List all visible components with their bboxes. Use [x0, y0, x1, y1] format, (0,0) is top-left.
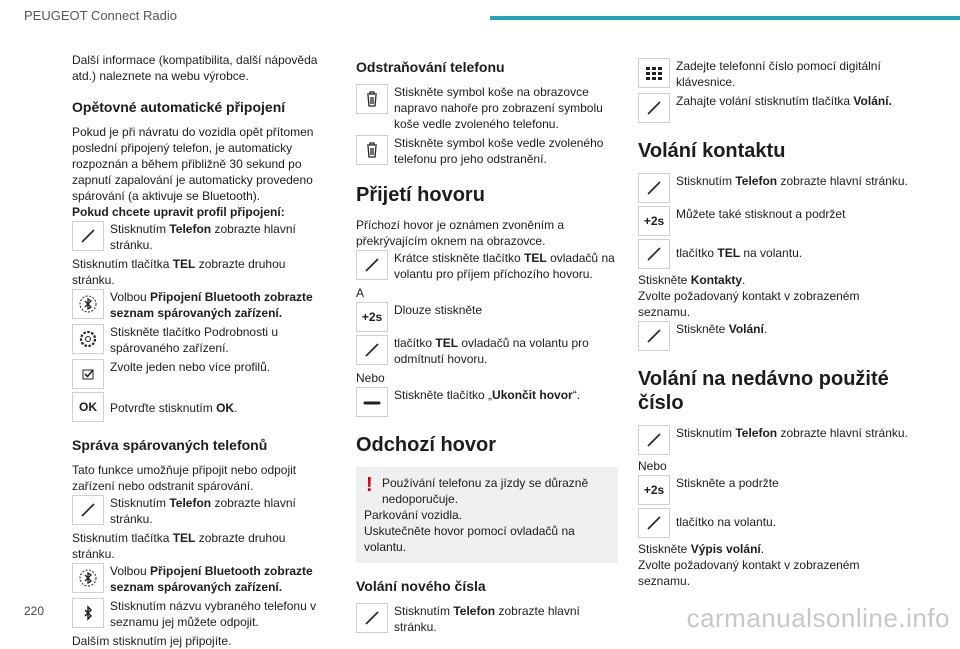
step-row: [638, 239, 908, 269]
step-row: [72, 495, 320, 527]
column-1: [72, 52, 320, 649]
step-text: Stiskněte Volání.: [676, 322, 768, 336]
step-row: [638, 425, 908, 455]
hang-up-icon: [356, 387, 388, 417]
step-text: Stiskněte tlačítko „Ukončit hovor“.: [394, 388, 581, 402]
step-row: [638, 206, 908, 236]
phone-icon: [638, 425, 670, 455]
step-text: Volbou Připojení Bluetooth zobrazte seznam spárovaných zařízení.: [110, 564, 313, 594]
heading-remove-phone: Odstraňování telefonu: [356, 59, 505, 75]
phone-icon: [638, 93, 670, 123]
checkbox-icon: [72, 359, 104, 389]
heading-new-number: Volání nového čísla: [356, 578, 486, 594]
watermark: carmanualsonline.info: [686, 603, 950, 633]
heading-auto-reconnect: Opětovné automatické připojení: [72, 99, 286, 115]
step-row: [356, 387, 618, 417]
heading-call-contact: Volání kontaktu: [638, 140, 786, 162]
step-text: Potvrďte stisknutím OK.: [110, 401, 238, 415]
heading-manage-phones: Správa spárovaných telefonů: [72, 437, 268, 453]
warning-text: Uskutečněte hovor pomocí ovladačů na volantu.: [364, 524, 575, 554]
phone-icon: [356, 335, 388, 365]
step-text: Krátce stiskněte tlačítko TEL ovladačů na volantu pro příjem příchozího hovoru.: [394, 251, 615, 281]
heading-recent-number: Volání na nedávno použité číslo: [638, 368, 889, 414]
step-row: [638, 475, 908, 505]
step-row: [638, 321, 908, 351]
step-text: Zahajte volání stisknutím tlačítka Volání.: [676, 94, 892, 108]
step-text: Zadejte telefonní číslo pomocí digitální klávesnice.: [676, 59, 881, 89]
step-text: Stiskněte a podržte: [676, 476, 779, 490]
ok-icon: OK: [72, 392, 104, 422]
heading-receive-call: Přijetí hovoru: [356, 184, 485, 206]
trash-icon: [356, 84, 388, 114]
step-text: Můžete také stisknout a podržet: [676, 207, 846, 221]
letter-a: A: [356, 286, 365, 300]
step-text: Stiskněte symbol koše na obrazovce napravo nahoře pro zobrazení symbolu koše vedle zvoleného telefonu.: [394, 85, 603, 131]
bluetooth-icon: [72, 598, 104, 628]
keypad-icon: [638, 58, 670, 88]
step-row: [72, 392, 320, 422]
step-text: Zvolte požadovaný kontakt v zobrazeném seznamu.: [638, 289, 860, 319]
step-row: [72, 289, 320, 321]
step-text: tlačítko na volantu.: [676, 515, 777, 529]
trash-icon: [356, 135, 388, 165]
warning-icon: !: [366, 474, 373, 496]
step-text: Stiskněte tlačítko Podrobnosti u spárovaného zařízení.: [110, 325, 279, 355]
step-text: Volbou Připojení Bluetooth zobrazte seznam spárovaných zařízení.: [110, 290, 313, 320]
step-row: [72, 221, 320, 253]
warning-text: Používání telefonu za jízdy se důrazně nedoporučuje.: [382, 476, 589, 506]
step-text: Stisknutím tlačítka TEL zobrazte druhou stránku.: [72, 257, 286, 287]
step-row: [72, 563, 320, 595]
intro-text: Další informace (kompatibilita, další nápověda atd.) naleznete na webu výrobce.: [72, 53, 318, 83]
step-text: Stisknutím Telefon zobrazte hlavní stránku.: [676, 426, 908, 440]
step-text: tlačítko TEL na volantu.: [676, 246, 803, 260]
settings-icon: [72, 324, 104, 354]
step-text: Stiskněte Kontakty.: [638, 273, 746, 287]
heading-outgoing-call: Odchozí hovor: [356, 434, 496, 456]
phone-icon: [638, 321, 670, 351]
step-row: [356, 250, 618, 282]
phone-icon: [72, 495, 104, 525]
step-row: [638, 508, 908, 538]
step-row: [356, 335, 618, 367]
step-row: [72, 324, 320, 356]
phone-icon: [638, 508, 670, 538]
bluetooth-icon: [72, 563, 104, 593]
step-row: [72, 359, 320, 389]
phone-icon: [356, 603, 388, 633]
step-row: [72, 598, 320, 630]
profile-title: Pokud chcete upravit profil připojení:: [72, 205, 285, 219]
nebo-text: Nebo: [638, 459, 667, 473]
two-seconds-icon: +2s: [638, 475, 670, 505]
phone-icon: [638, 239, 670, 269]
step-text: Zvolte požadovaný kontakt v zobrazeném seznamu.: [638, 558, 860, 588]
warning-text: Parkování vozidla.: [364, 508, 463, 522]
step-text: Stisknutím Telefon zobrazte hlavní stránku.: [394, 604, 580, 634]
step-text: Stisknutím tlačítka TEL zobrazte druhou stránku.: [72, 531, 286, 561]
step-text: Stiskněte Výpis volání.: [638, 542, 765, 556]
receive-text: Příchozí hovor je oznámen zvoněním a překrývajícím oknem na obrazovce.: [356, 218, 565, 248]
two-seconds-icon: +2s: [638, 206, 670, 236]
step-text: Dlouze stiskněte: [394, 303, 483, 317]
header-accent-bar: [490, 16, 960, 20]
warning-box: [356, 467, 618, 563]
page-number: 220: [24, 604, 45, 618]
manage-text: Tato funkce umožňuje připojit nebo odpojit zařízení nebo odstranit spárování.: [72, 463, 297, 493]
column-2: [356, 52, 618, 638]
bluetooth-icon: [72, 289, 104, 319]
step-text: Dalším stisknutím jej připojíte.: [72, 634, 232, 648]
phone-icon: [638, 173, 670, 203]
step-row: [638, 173, 908, 203]
step-row: [356, 603, 618, 635]
two-seconds-icon: +2s: [356, 302, 388, 332]
column-3: [638, 52, 908, 589]
nebo-text: Nebo: [356, 371, 385, 385]
step-text: Stiskněte symbol koše vedle zvoleného telefonu pro jeho odstranění.: [394, 136, 604, 166]
step-text: Stisknutím Telefon zobrazte hlavní stránku.: [110, 496, 296, 526]
step-text: Stisknutím názvu vybraného telefonu v seznamu jej můžete odpojit.: [110, 599, 317, 629]
phone-icon: [356, 250, 388, 280]
step-row: [638, 93, 908, 123]
step-row: [356, 135, 618, 167]
auto-text: Pokud je při návratu do vozidla opět přítomen poslední připojený telefon, je automaticky rozpoznán a během přibližně 30 sekund po zapnutí zapalování je automaticky provedeno spárování (a aktivuje se Bluetooth).: [72, 125, 314, 203]
step-text: Stisknutím Telefon zobrazte hlavní stránku.: [676, 174, 908, 188]
step-text: Stisknutím Telefon zobrazte hlavní stránku.: [110, 222, 296, 252]
step-row: [356, 84, 618, 132]
step-text: Zvolte jeden nebo více profilů.: [110, 360, 271, 374]
phone-icon: [72, 221, 104, 251]
header-title: PEUGEOT Connect Radio: [24, 8, 177, 23]
step-row: [638, 58, 908, 90]
step-row: [356, 302, 618, 332]
step-text: tlačítko TEL ovladačů na volantu pro odmítnutí hovoru.: [394, 336, 589, 366]
